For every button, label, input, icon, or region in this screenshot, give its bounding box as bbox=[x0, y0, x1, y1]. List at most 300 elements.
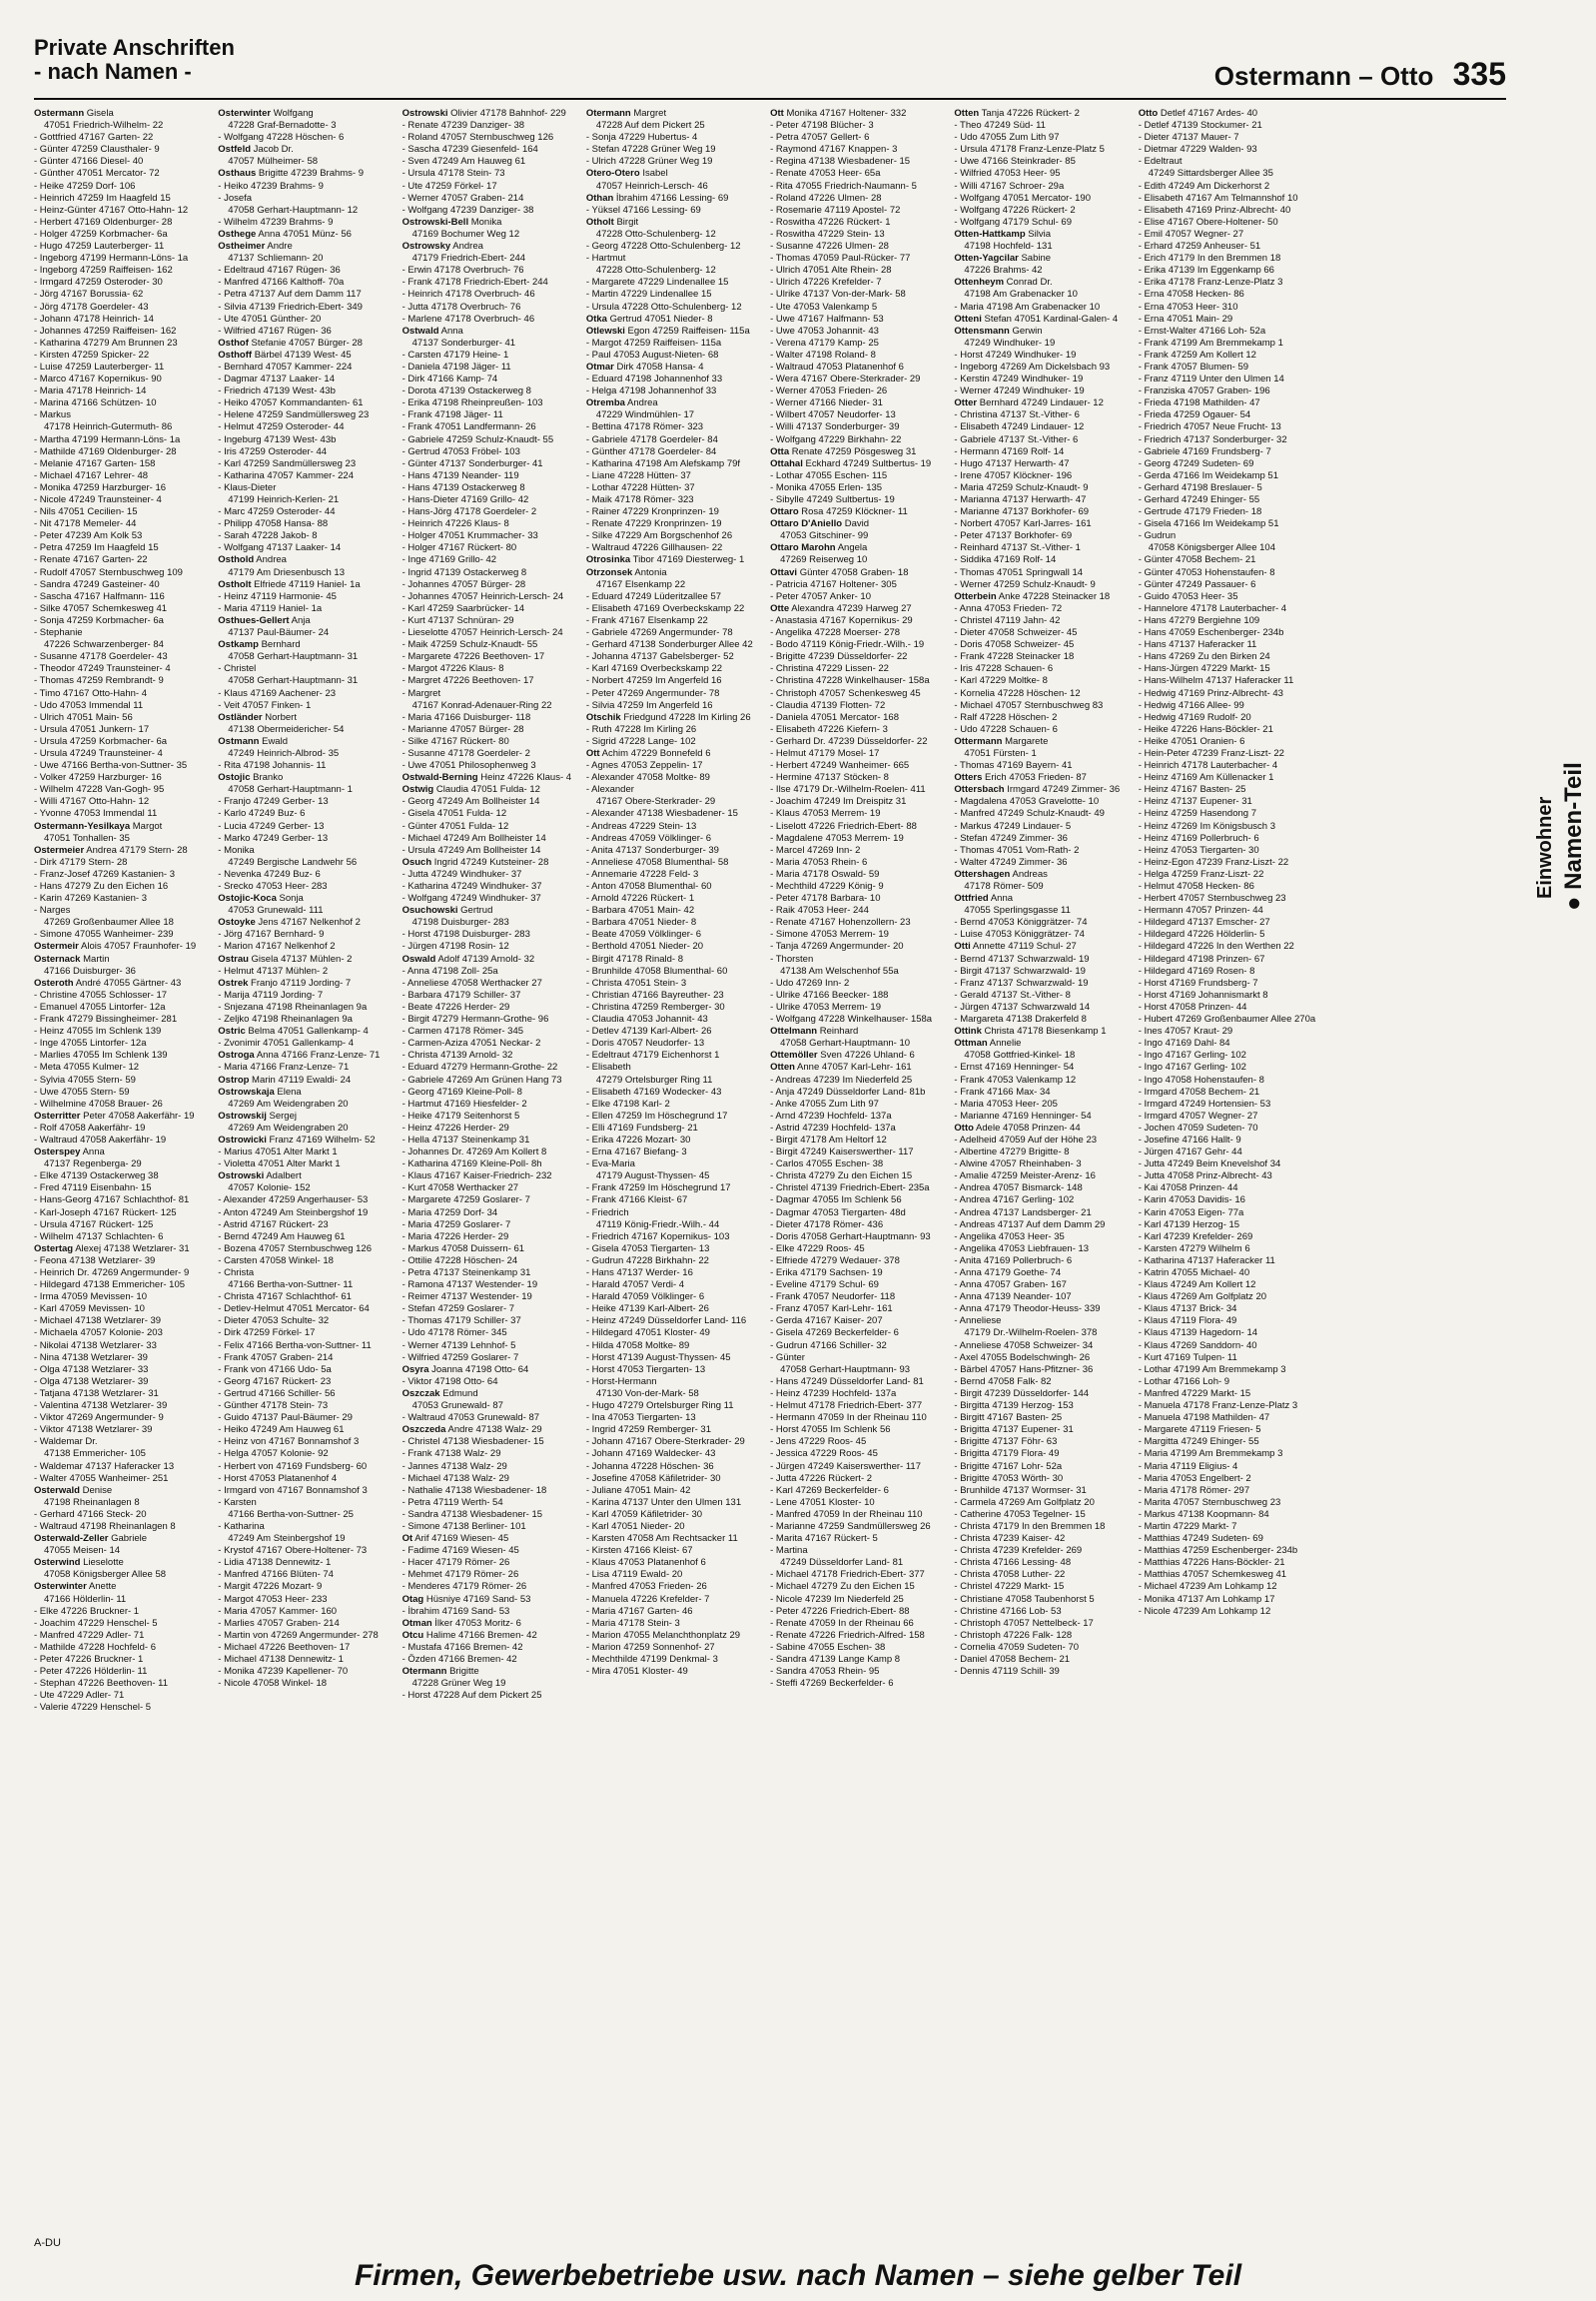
directory-entry: - Christa 47139 Arnold- 32 bbox=[401, 1050, 513, 1062]
directory-entry: - Matthias 47259 Eschenberger- 234b bbox=[1138, 1545, 1298, 1557]
directory-entry: 47179 Friedrich-Ebert- 244 bbox=[411, 253, 526, 265]
directory-entry: - Albertine 47279 Brigitte- 8 bbox=[954, 1147, 1070, 1158]
directory-entry: - Erna 47167 Biefang- 3 bbox=[585, 1147, 687, 1158]
directory-entry: - Uwe 47051 Philosophenweg 3 bbox=[401, 760, 536, 772]
directory-entry: - Christel 47138 Wiesbadener- 15 bbox=[401, 1436, 544, 1448]
directory-entry: - Martin 47229 Lindenallee 15 bbox=[585, 289, 712, 301]
directory-entry: - Manuela 47226 Krefelder- 7 bbox=[585, 1593, 710, 1605]
directory-entry: - Klaus 47249 Am Kollert 12 bbox=[1138, 1279, 1256, 1291]
directory-entry: Ottavi Günter 47058 Graben- 18 bbox=[770, 566, 909, 578]
directory-entry: - Maik 47259 Schulz-Knaudt- 55 bbox=[401, 639, 538, 651]
directory-entry: - Hedwig 47166 Allee- 99 bbox=[1138, 699, 1244, 711]
directory-entry: - Frank 47259 Am Kollert 12 bbox=[1138, 349, 1256, 361]
directory-entry: Ostroga Anna 47166 Franz-Lenze- 71 bbox=[218, 1050, 381, 1062]
directory-entry: - Anneliese 47058 Schweizer- 34 bbox=[954, 1339, 1094, 1351]
directory-entry: - Wolfgang 47228 Winkelhauser- 158a bbox=[770, 1014, 933, 1026]
directory-entry: - Frank 47166 Max- 34 bbox=[954, 1086, 1051, 1098]
directory-entry: - Carmela 47269 Am Golfplatz 20 bbox=[954, 1496, 1095, 1508]
directory-entry: - Marina 47166 Schützen- 10 bbox=[34, 397, 157, 409]
directory-entry: - Jutta 47249 Windhuker- 37 bbox=[401, 868, 522, 880]
directory-entry: - Michael 47167 Lehrer- 48 bbox=[34, 469, 149, 481]
directory-entry: - Wilfried 47259 Goslarer- 7 bbox=[401, 1351, 519, 1363]
directory-entry: - Herbert 47249 Wanheimer- 665 bbox=[770, 760, 910, 772]
directory-entry: - Hans 47059 Eschenberger- 234b bbox=[1138, 627, 1284, 639]
directory-entry: - Ingrid 47259 Remberger- 31 bbox=[585, 1424, 711, 1436]
directory-entry: - Rita 47055 Friedrich-Naumann- 5 bbox=[770, 180, 917, 192]
directory-entry: - Maria 47053 Engelbert- 2 bbox=[1138, 1472, 1251, 1484]
directory-entry: - Klaus 47269 Am Golfplatz 20 bbox=[1138, 1291, 1267, 1303]
directory-entry: - Hannelore 47178 Lauterbacher- 4 bbox=[1138, 602, 1287, 614]
directory-entry: - Roland 47226 Ulmen- 28 bbox=[770, 192, 882, 204]
directory-entry: - Frank von 47166 Udo- 5a bbox=[218, 1363, 332, 1375]
directory-entry: Ottfried Anna bbox=[954, 893, 1014, 905]
directory-entry: - Hans 47279 Bergiehne 109 bbox=[1138, 614, 1260, 626]
directory-entry: - Gerhard 47138 Sonderburger Allee 42 bbox=[585, 639, 753, 651]
directory-entry: Ostländer Norbert bbox=[218, 711, 297, 723]
directory-entry: - Mathilde 47169 Oldenburger- 28 bbox=[34, 445, 177, 457]
directory-entry: Otero-Otero Isabel bbox=[585, 168, 668, 180]
directory-entry: - Dagmar 47137 Laaker- 14 bbox=[218, 374, 335, 385]
directory-entry: - Jens 47229 Roos- 45 bbox=[770, 1436, 867, 1448]
directory-entry: - Michael 47178 Friedrich-Ebert- 377 bbox=[770, 1569, 925, 1581]
directory-entry: 47058 Gerhart-Hauptmann- 10 bbox=[780, 1038, 911, 1050]
directory-entry: 47051 Friedrich-Wilhelm- 22 bbox=[44, 120, 164, 132]
directory-entry: - Margarete 47119 Friesen- 5 bbox=[1138, 1424, 1261, 1436]
directory-entry: - Hans 47269 Zu den Birken 24 bbox=[1138, 651, 1270, 663]
directory-entry: - Birgit 47178 Am Heltorf 12 bbox=[770, 1134, 887, 1146]
directory-entry: - Dietmar 47229 Walden- 93 bbox=[1138, 144, 1257, 156]
directory-entry: - Ute 47259 Förkel- 17 bbox=[401, 180, 497, 192]
directory-entry: - Erika 47198 Rheinpreußen- 103 bbox=[401, 397, 543, 409]
directory-entry: - Anita 47169 Pollerbruch- 6 bbox=[954, 1254, 1073, 1266]
directory-entry: - Johanna 47137 Gabelsberger- 52 bbox=[585, 651, 734, 663]
directory-entry: - Karin 47053 Davidis- 16 bbox=[1138, 1194, 1245, 1206]
directory-entry: - Lothar 47199 Am Bremmekamp 3 bbox=[1138, 1363, 1286, 1375]
directory-entry: - Hans-Wilhelm 47137 Haferacker 11 bbox=[1138, 675, 1294, 687]
directory-entry: - Kurt 47169 Tulpen- 11 bbox=[1138, 1351, 1237, 1363]
directory-entry: - Peter 47226 Bruckner- 1 bbox=[34, 1654, 144, 1665]
directory-entry: - Georg 47249 Sudeten- 69 bbox=[1138, 457, 1254, 469]
directory-entry: - Monika bbox=[218, 844, 255, 856]
directory-entry: - Lothar 47228 Hütten- 37 bbox=[585, 481, 695, 493]
directory-entry: - Jörg 47178 Goerdeler- 43 bbox=[34, 301, 149, 313]
directory-entry: Ostermeir Alois 47057 Fraunhofer- 19 bbox=[34, 941, 197, 953]
directory-entry: - Gisela 47053 Tiergarten- 13 bbox=[585, 1242, 710, 1254]
directory-entry: - Ulrich 47051 Main- 56 bbox=[34, 711, 133, 723]
directory-entry: 47130 Von-der-Mark- 58 bbox=[595, 1387, 699, 1399]
directory-entry: Ostholt Elfriede 47119 Haniel- 1a bbox=[218, 578, 361, 590]
directory-entry: - Christiane 47058 Taubenhorst 5 bbox=[954, 1593, 1095, 1605]
directory-entry: - Karsten 47058 Am Rechtsacker 11 bbox=[585, 1533, 738, 1545]
directory-entry: - Snjezana 47198 Rheinanlagen 9a bbox=[218, 1001, 368, 1013]
directory-entry: - Elisabeth 47226 Kiefern- 3 bbox=[770, 723, 888, 735]
directory-entry: - Susanne 47226 Ulmen- 28 bbox=[770, 241, 889, 253]
directory-entry: - Alexander 47259 Angerhauser- 53 bbox=[218, 1194, 369, 1206]
directory-entry: - Ute 47053 Valenkamp 5 bbox=[770, 301, 878, 313]
directory-entry: - Franz-Josef 47269 Kastanien- 3 bbox=[34, 868, 175, 880]
directory-entry: - Wolfgang 47137 Laaker- 14 bbox=[218, 542, 342, 554]
directory-entry: - Horst 47139 August-Thyssen- 45 bbox=[585, 1351, 731, 1363]
directory-entry: - Karl 47169 Overbeckskamp 22 bbox=[585, 663, 723, 675]
directory-entry: - Holger 47167 Rückert- 80 bbox=[401, 542, 517, 554]
directory-entry: - Anna 47139 Neander- 107 bbox=[954, 1291, 1072, 1303]
directory-entry: - Peter 47178 Barbara- 10 bbox=[770, 893, 881, 905]
directory-entry: - Gabriele 47269 Angermunder- 78 bbox=[585, 627, 733, 639]
directory-entry: - Maria 47178 Römer- 297 bbox=[1138, 1484, 1250, 1496]
directory-entry: - Heinz-Egon 47239 Franz-Liszt- 22 bbox=[1138, 856, 1289, 868]
directory-entry: - Krystof 47167 Obere-Holtener- 73 bbox=[218, 1545, 368, 1557]
directory-entry: - Udo 47055 Zum Lith 97 bbox=[954, 132, 1060, 144]
directory-entry: - Elke 47139 Ostackerweg 38 bbox=[34, 1170, 159, 1182]
directory-entry: - Werner 47259 Schulz-Knaudt- 9 bbox=[954, 578, 1096, 590]
directory-entry: - Maria 47166 Franz-Lenze- 71 bbox=[218, 1062, 350, 1074]
directory-entry: - Carlos 47055 Eschen- 38 bbox=[770, 1158, 884, 1170]
directory-entry: - Detlev-Helmut 47051 Mercator- 64 bbox=[218, 1303, 370, 1315]
directory-entry: - Rita 47198 Johannis- 11 bbox=[218, 760, 327, 772]
directory-entry: - Veit 47057 Finken- 1 bbox=[218, 699, 312, 711]
directory-entry: - Heinz von 47167 Bonnamshof 3 bbox=[218, 1436, 360, 1448]
directory-entry: - Hans-Jürgen 47229 Markt- 15 bbox=[1138, 663, 1270, 675]
directory-entry: - Hella 47137 Steinenkamp 31 bbox=[401, 1134, 530, 1146]
directory-entry: 47058 Königsberger Allee 104 bbox=[1148, 542, 1275, 554]
directory-entry: - Axel 47055 Bodelschwingh- 26 bbox=[954, 1351, 1091, 1363]
directory-entry: - Barbara 47051 Main- 42 bbox=[585, 905, 695, 917]
directory-entry: - Katharina 47198 Am Alefskamp 79f bbox=[585, 457, 741, 469]
directory-entry: - Udo 47228 Schauen- 6 bbox=[954, 723, 1058, 735]
directory-entry: Otti Annette 47119 Schul- 27 bbox=[954, 941, 1077, 953]
directory-entry: - Irmgard 47259 Osteroder- 30 bbox=[34, 277, 163, 289]
directory-entry: - Gerald 47137 St.-Vither- 8 bbox=[954, 989, 1071, 1001]
directory-entry: - Eva-Maria bbox=[585, 1158, 635, 1170]
directory-entry: - Walter 47198 Roland- 8 bbox=[770, 349, 876, 361]
directory-entry: - Ingeborg 47259 Raiffeisen- 162 bbox=[34, 265, 173, 277]
directory-entry: - Hermann 47169 Rolf- 14 bbox=[954, 445, 1065, 457]
directory-entry: - Frank 47053 Valenkamp 12 bbox=[954, 1074, 1077, 1086]
directory-entry: - Nicole 47239 Am Lohkamp 12 bbox=[1138, 1605, 1271, 1617]
directory-entry: - Heike 47259 Dorf- 106 bbox=[34, 180, 136, 192]
directory-entry: 47053 Grunewald- 87 bbox=[411, 1400, 503, 1412]
directory-entry: - Frank 47051 Landfermann- 26 bbox=[401, 421, 536, 433]
directory-entry: 47249 Sittardsberger Allee 35 bbox=[1148, 168, 1273, 180]
directory-entry: - Frank 47057 Blumen- 59 bbox=[1138, 361, 1249, 373]
directory-entry: - Jutta 47058 Prinz-Albrecht- 43 bbox=[1138, 1170, 1272, 1182]
directory-entry: - Gertrude 47179 Frieden- 18 bbox=[1138, 506, 1262, 518]
directory-entry: 47137 Paul-Bäumer- 24 bbox=[228, 627, 330, 639]
directory-entry: Ottman Annelie bbox=[954, 1038, 1022, 1050]
directory-entry: Ostermann-Yesilkaya Margot bbox=[34, 820, 163, 832]
directory-entry: 47269 Am Weidengraben 20 bbox=[228, 1098, 349, 1110]
directory-entry: - Norbert 47259 Im Angerfeld 16 bbox=[585, 675, 722, 687]
side-tab-line1: Einwohner bbox=[1534, 796, 1556, 899]
directory-entry: - Ernst 47169 Henninger- 54 bbox=[954, 1062, 1075, 1074]
directory-entry: - Reinhard 47137 St.-Vither- 1 bbox=[954, 542, 1081, 554]
directory-entry: - Karl 47229 Moltke- 8 bbox=[954, 675, 1048, 687]
directory-entry: - Silvia 47259 Im Angerfeld 16 bbox=[585, 699, 713, 711]
directory-entry: - Kurt 47058 Werthacker 27 bbox=[401, 1182, 519, 1194]
directory-entry: - Carmen 47178 Römer- 345 bbox=[401, 1026, 524, 1038]
directory-entry: - Barbara 47179 Schiller- 37 bbox=[401, 989, 521, 1001]
directory-entry: - Kerstin 47249 Windhuker- 19 bbox=[954, 374, 1084, 385]
directory-entry: - Bärbel 47057 Hans-Pfitzner- 36 bbox=[954, 1363, 1094, 1375]
directory-entry: - Carsten 47179 Heine- 1 bbox=[401, 349, 509, 361]
directory-entry: - Gerhard 47166 Steck- 20 bbox=[34, 1508, 147, 1520]
directory-entry: - Maria 47259 Schulz-Knaudt- 9 bbox=[954, 481, 1089, 493]
directory-entry: - Johannes 47057 Bürger- 28 bbox=[401, 578, 526, 590]
directory-entry: - Hans 47137 Werder- 16 bbox=[585, 1267, 693, 1278]
directory-entry: - Wolfgang 47239 Danziger- 38 bbox=[401, 204, 534, 216]
directory-entry: - Olga 47138 Wetzlarer- 39 bbox=[34, 1375, 149, 1387]
directory-entry: - Helmut 47178 Friedrich-Ebert- 377 bbox=[770, 1400, 923, 1412]
directory-entry: - Frank 47228 Steinacker 18 bbox=[954, 651, 1075, 663]
directory-entry: - Christine 47055 Schlosser- 17 bbox=[34, 989, 168, 1001]
directory-entry: - Christoph 47057 Nettelbeck- 17 bbox=[954, 1617, 1094, 1629]
directory-entry: - Wolfgang 47229 Birkhahn- 22 bbox=[770, 433, 902, 445]
directory-entry: - Holger 47051 Krummacher- 33 bbox=[401, 530, 538, 542]
directory-entry: - Erich 47179 In den Bremmen 18 bbox=[1138, 253, 1281, 265]
directory-entry: - Michael 47138 Dennewitz- 1 bbox=[218, 1654, 344, 1665]
directory-entry: - Jürgen 47137 Schwarzwald 14 bbox=[954, 1001, 1091, 1013]
directory-entry: - Frieda 47259 Ogauer- 54 bbox=[1138, 409, 1251, 421]
directory-entry: - Anastasia 47167 Kopernikus- 29 bbox=[770, 614, 913, 626]
directory-entry: - Dieter 47137 Mauer- 7 bbox=[1138, 132, 1239, 144]
directory-entry: - Karin 47053 Eigen- 77a bbox=[1138, 1206, 1244, 1218]
directory-entry: - Daniel 47058 Bechem- 21 bbox=[954, 1654, 1071, 1665]
directory-entry: 47198 Duisburger- 283 bbox=[411, 917, 509, 929]
directory-entry: - Maria 47053 Rhein- 6 bbox=[770, 856, 868, 868]
directory-entry: Othan İbrahim 47166 Lessing- 69 bbox=[585, 192, 729, 204]
directory-entry: - Dagmar 47055 Im Schlenk 56 bbox=[770, 1194, 902, 1206]
directory-entry: - Feona 47138 Wetzlarer- 39 bbox=[34, 1254, 156, 1266]
directory-entry: - Arnd 47239 Hochfeld- 137a bbox=[770, 1110, 892, 1122]
directory-entry: - Karl 47269 Beckerfelder- 6 bbox=[770, 1484, 889, 1496]
directory-entry: - Maria 47198 Am Grabenacker 10 bbox=[954, 301, 1101, 313]
directory-entry: - Hans 47279 Zu den Eichen 16 bbox=[34, 881, 169, 892]
directory-entry: - Sabine 47055 Eschen- 38 bbox=[770, 1641, 886, 1653]
directory-entry: Otermann Margret bbox=[585, 108, 667, 119]
directory-entry: - Ursula 47259 Korbmacher- 6a bbox=[34, 735, 168, 747]
directory-entry: - Wilbert 47057 Neudorfer- 13 bbox=[770, 409, 896, 421]
directory-entry: - Ursula 47178 Stein- 73 bbox=[401, 168, 505, 180]
directory-entry: - Jürgen 47167 Gehr- 44 bbox=[1138, 1147, 1242, 1158]
directory-entry: - Sascha 47239 Giesenfeld- 164 bbox=[401, 144, 538, 156]
directory-entry: - Irmgard 47057 Wegner- 27 bbox=[1138, 1110, 1258, 1122]
directory-entry: - Horst 47169 Johannismarkt 8 bbox=[1138, 989, 1268, 1001]
directory-entry: - Erna 47058 Hecken- 86 bbox=[1138, 289, 1244, 301]
directory-entry: - Bernhard 47057 Kammer- 224 bbox=[218, 361, 353, 373]
directory-entry: 47053 Grunewald- 111 bbox=[228, 905, 324, 917]
directory-entry: - Doris 47058 Gerhart-Hauptmann- 93 bbox=[770, 1230, 931, 1242]
directory-entry: - Tatjana 47138 Wetzlarer- 31 bbox=[34, 1387, 159, 1399]
directory-entry: - Günter 47259 Clausthaler- 9 bbox=[34, 144, 160, 156]
directory-entry: - Erhard 47259 Anheuser- 51 bbox=[1138, 241, 1261, 253]
directory-entry: - Sascha 47167 Halfmann- 116 bbox=[34, 590, 165, 602]
directory-entry: - Elke 47229 Roos- 45 bbox=[770, 1242, 865, 1254]
directory-entry: - Gabriele 47169 Frundsberg- 7 bbox=[1138, 445, 1271, 457]
directory-entry: - Waldemar 47137 Haferacker 13 bbox=[34, 1460, 175, 1472]
side-tab-line2: ● Namen-Teil bbox=[1560, 762, 1587, 911]
directory-entry: Otman İlker 47053 Moritz- 6 bbox=[401, 1617, 521, 1629]
directory-entry: - Ulrike 47137 Von-der-Mark- 58 bbox=[770, 289, 906, 301]
directory-entry: - Ottilie 47228 Höschen- 24 bbox=[401, 1254, 518, 1266]
directory-entry: 47058 Königsberger Allee 58 bbox=[44, 1569, 167, 1581]
header-rule bbox=[34, 98, 1506, 100]
directory-entry: - Margot 47259 Raiffeisen- 115a bbox=[585, 337, 722, 349]
directory-entry: - Peter 47269 Angermunder- 78 bbox=[585, 687, 720, 699]
directory-entry: - Zeljko 47198 Rheinanlagen 9a bbox=[218, 1014, 353, 1026]
directory-entry: - Wilhelm 47239 Brahms- 9 bbox=[218, 216, 334, 228]
directory-entry: - Liane 47228 Hütten- 37 bbox=[585, 469, 691, 481]
directory-entry: - Viktor 47198 Otto- 64 bbox=[401, 1375, 498, 1387]
directory-column-7 bbox=[1139, 108, 1320, 2237]
directory-entry: - Hans-Georg 47167 Schlachthof- 81 bbox=[34, 1194, 190, 1206]
directory-entry: - Christina 47137 St.-Vither- 6 bbox=[954, 409, 1080, 421]
directory-entry: Otten-Yagcilar Sabine bbox=[954, 253, 1052, 265]
directory-entry: - Heiko 47249 Am Hauweg 61 bbox=[218, 1424, 345, 1436]
directory-entry: - Wera 47167 Obere-Sterkrader- 29 bbox=[770, 374, 921, 385]
directory-entry: - Gertrud 47053 Fröbel- 103 bbox=[401, 445, 520, 457]
directory-entry: - Meta 47055 Kulmer- 12 bbox=[34, 1062, 140, 1074]
directory-entry: - Uwe 47055 Stern- 59 bbox=[34, 1086, 130, 1098]
directory-entry: - Margareta 47138 Drakerfeld 8 bbox=[954, 1014, 1087, 1026]
directory-entry: - Kornelia 47228 Höschen- 12 bbox=[954, 687, 1081, 699]
directory-entry: - Violetta 47051 Alter Markt 1 bbox=[218, 1158, 341, 1170]
directory-entry: - Maria 47053 Heer- 205 bbox=[954, 1098, 1058, 1110]
directory-entry: - Lucia 47249 Gerber- 13 bbox=[218, 820, 325, 832]
directory-entry: Otten-Hattkamp Silvia bbox=[954, 228, 1052, 240]
directory-entry: Ostojic-Koca Sonja bbox=[218, 893, 304, 905]
directory-entry: - Christa 47239 Kaiser- 42 bbox=[954, 1533, 1066, 1545]
directory-entry: - Christel bbox=[218, 663, 257, 675]
directory-entry: Ottelmann Reinhard bbox=[770, 1026, 859, 1038]
directory-entry: - Inge 47055 Lintorfer- 12a bbox=[34, 1038, 147, 1050]
directory-entry: - Friedrich 47137 Sonderburger- 32 bbox=[1138, 433, 1287, 445]
directory-entry: - Christa 47167 Schlachthof- 61 bbox=[218, 1291, 352, 1303]
directory-column-6 bbox=[954, 108, 1136, 2237]
directory-entry: - Brigitta 47179 Flora- 49 bbox=[954, 1448, 1060, 1460]
directory-entry: - Petra 47137 Auf dem Damm 117 bbox=[218, 289, 362, 301]
directory-entry: - Dieter 47178 Römer- 436 bbox=[770, 1218, 884, 1230]
directory-entry: - Bozena 47057 Sternbuschweg 126 bbox=[218, 1242, 372, 1254]
directory-entry: - Thorsten bbox=[770, 953, 814, 965]
directory-entry: - Maria 47199 Am Bremmekamp 3 bbox=[1138, 1448, 1283, 1460]
directory-entry: - Gerhard 47249 Ehinger- 55 bbox=[1138, 494, 1260, 505]
directory-entry: - Elise 47167 Obere-Holtener- 50 bbox=[1138, 216, 1278, 228]
directory-entry: 47269 Am Weidengraben 20 bbox=[228, 1122, 349, 1134]
directory-entry: - Srecko 47053 Heer- 283 bbox=[218, 881, 328, 892]
directory-entry: - Barbara 47051 Nieder- 8 bbox=[585, 917, 697, 929]
directory-entry: - Claudia 47053 Johannit- 43 bbox=[585, 1014, 708, 1026]
directory-entry: - Petra 47137 Steinenkamp 31 bbox=[401, 1267, 531, 1278]
directory-entry: Ottaro Rosa 47259 Klöckner- 11 bbox=[770, 506, 908, 518]
directory-entry: - Elisabeth 47249 Lindauer- 12 bbox=[954, 421, 1085, 433]
directory-entry: - Johannes 47057 Heinrich-Lersch- 24 bbox=[401, 590, 564, 602]
directory-entry: Ottaro Marohn Angela bbox=[770, 542, 868, 554]
directory-entry: - Irmgard von 47167 Bonnamshof 3 bbox=[218, 1484, 368, 1496]
directory-entry: - Joachim 47249 Im Dreispitz 31 bbox=[770, 796, 907, 808]
directory-entry: - Hermine 47137 Stöcken- 8 bbox=[770, 772, 889, 784]
directory-entry: - Georg 47167 Rückert- 23 bbox=[218, 1375, 332, 1387]
directory-entry: - Heike 47179 Seitenhorst 5 bbox=[401, 1110, 520, 1122]
directory-entry: - Maria 47226 Herder- 29 bbox=[401, 1230, 509, 1242]
directory-entry: - İbrahim 47169 Sand- 53 bbox=[401, 1605, 510, 1617]
directory-entry: - Hildegard 47051 Kloster- 49 bbox=[585, 1327, 710, 1339]
directory-entry: - Martha 47199 Hermann-Löns- 1a bbox=[34, 433, 181, 445]
directory-entry: - Doris 47057 Neudorfer- 13 bbox=[585, 1038, 705, 1050]
directory-entry: - Maria 47167 Garten- 46 bbox=[585, 1605, 693, 1617]
directory-entry: - Eveline 47179 Schul- 69 bbox=[770, 1279, 879, 1291]
directory-entry: - Marita 47167 Rückert- 5 bbox=[770, 1533, 878, 1545]
directory-entry: Otmar Dirk 47058 Hansa- 4 bbox=[585, 361, 704, 373]
directory-entry: 47166 Hölderlin- 11 bbox=[44, 1593, 127, 1605]
directory-entry: - Gudrun 47166 Schiller- 32 bbox=[770, 1339, 887, 1351]
directory-entry: - Waltraud 47053 Platanenhof 6 bbox=[770, 361, 904, 373]
directory-entry: - Renate 47167 Garten- 22 bbox=[34, 554, 148, 566]
directory-entry: - Michael 47249 Am Bollheister 14 bbox=[401, 832, 546, 844]
page-footer: Firmen, Gewerbebetriebe usw. nach Namen – siehe gelber Teil bbox=[354, 2259, 1242, 2292]
directory-entry: - Günter 47249 Passauer- 6 bbox=[1138, 578, 1256, 590]
directory-entry: - Heinz-Günter 47167 Otto-Hahn- 12 bbox=[34, 204, 189, 216]
directory-entry: - Nicole 47058 Winkel- 18 bbox=[218, 1678, 328, 1690]
directory-entry: - Magdalena 47053 Gravelotte- 10 bbox=[954, 796, 1100, 808]
directory-entry: - Karl 47051 Nieder- 20 bbox=[585, 1520, 685, 1532]
directory-entry: - Valentina 47138 Wetzlarer- 39 bbox=[34, 1400, 168, 1412]
directory-entry: - Silvia 47139 Friedrich-Ebert- 349 bbox=[218, 301, 363, 313]
directory-entry: 47228 Otto-Schulenberg- 12 bbox=[595, 228, 716, 240]
directory-entry: - Anna 47198 Zoll- 25a bbox=[401, 965, 498, 977]
directory-entry: - Birgit 47239 Düsseldorfer- 144 bbox=[954, 1387, 1090, 1399]
directory-entry: - Jörg 47167 Borussia- 62 bbox=[34, 289, 144, 301]
directory-entry: - Manfred 47249 Schulz-Knaudt- 49 bbox=[954, 808, 1105, 820]
directory-entry: - Magdalene 47053 Merrem- 19 bbox=[770, 832, 904, 844]
directory-entry: Ostermeier Andrea 47179 Stern- 28 bbox=[34, 844, 188, 856]
directory-entry: - Peter 47239 Am Kolk 53 bbox=[34, 530, 143, 542]
directory-entry: - Alexander 47058 Moltke- 89 bbox=[585, 772, 710, 784]
directory-entry: Ottersbach Irmgard 47249 Zimmer- 36 bbox=[954, 784, 1121, 796]
directory-entry: 47137 Sonderburger- 41 bbox=[411, 337, 516, 349]
directory-entry: 47199 Heinrich-Kerlen- 21 bbox=[228, 494, 340, 505]
directory-entry: 47055 Sperlingsgasse 11 bbox=[964, 905, 1071, 917]
directory-entry: - Hartmut 47169 Hiesfelder- 2 bbox=[401, 1098, 527, 1110]
directory-entry: Otte Alexandra 47239 Harweg 27 bbox=[770, 602, 912, 614]
directory-entry: - Martin 47229 Markt- 7 bbox=[1138, 1520, 1237, 1532]
directory-entry: - Dirk 47166 Kamp- 74 bbox=[401, 374, 498, 385]
directory-entry: - Matthias 47226 Hans-Böckler- 21 bbox=[1138, 1557, 1285, 1569]
directory-entry: Otlewski Egon 47259 Raiffeisen- 115a bbox=[585, 325, 750, 337]
directory-entry: - Gabriele 47259 Schulz-Knaudt- 55 bbox=[401, 433, 554, 445]
directory-entry: - Brigitte 47053 Wörth- 30 bbox=[954, 1472, 1064, 1484]
directory-entry: - Udo 47178 Römer- 345 bbox=[401, 1327, 507, 1339]
directory-entry: 47179 Dr.-Wilhelm-Roelen- 378 bbox=[964, 1327, 1098, 1339]
directory-entry: - Manfred 47059 In der Rheinau 110 bbox=[770, 1508, 923, 1520]
directory-entry: Osthoff Bärbel 47139 West- 45 bbox=[218, 349, 352, 361]
directory-entry: - Elli 47169 Fundsberg- 21 bbox=[585, 1122, 698, 1134]
directory-entry: - Felix 47166 Bertha-von-Suttner- 11 bbox=[218, 1339, 372, 1351]
directory-entry: - Gabriele 47137 St.-Vither- 6 bbox=[954, 433, 1079, 445]
directory-entry: - Anton 47249 Am Steinbergshof 19 bbox=[218, 1206, 369, 1218]
directory-entry: - Maria 47259 Dorf- 34 bbox=[401, 1206, 498, 1218]
directory-entry: - Petra 47057 Gellert- 6 bbox=[770, 132, 870, 144]
directory-columns bbox=[34, 108, 1322, 2237]
directory-entry: - Luise 47053 Königgrätzer- 74 bbox=[954, 929, 1085, 941]
directory-entry: - Ursula 47249 Am Bollheister 14 bbox=[401, 844, 541, 856]
directory-entry: - Hildegard 47226 In den Werthen 22 bbox=[1138, 941, 1294, 953]
directory-entry: - Anneliese 47058 Werthacker 27 bbox=[401, 977, 542, 989]
directory-entry: - Volker 47259 Harzburger- 16 bbox=[34, 772, 162, 784]
directory-entry: - Stefan 47259 Goslarer- 7 bbox=[401, 1303, 515, 1315]
directory-entry: - Simone 47053 Merrem- 19 bbox=[770, 929, 889, 941]
directory-entry: - Christian 47166 Bayreuther- 23 bbox=[585, 989, 724, 1001]
directory-entry: 47166 Bertha-von-Suttner- 25 bbox=[228, 1508, 354, 1520]
